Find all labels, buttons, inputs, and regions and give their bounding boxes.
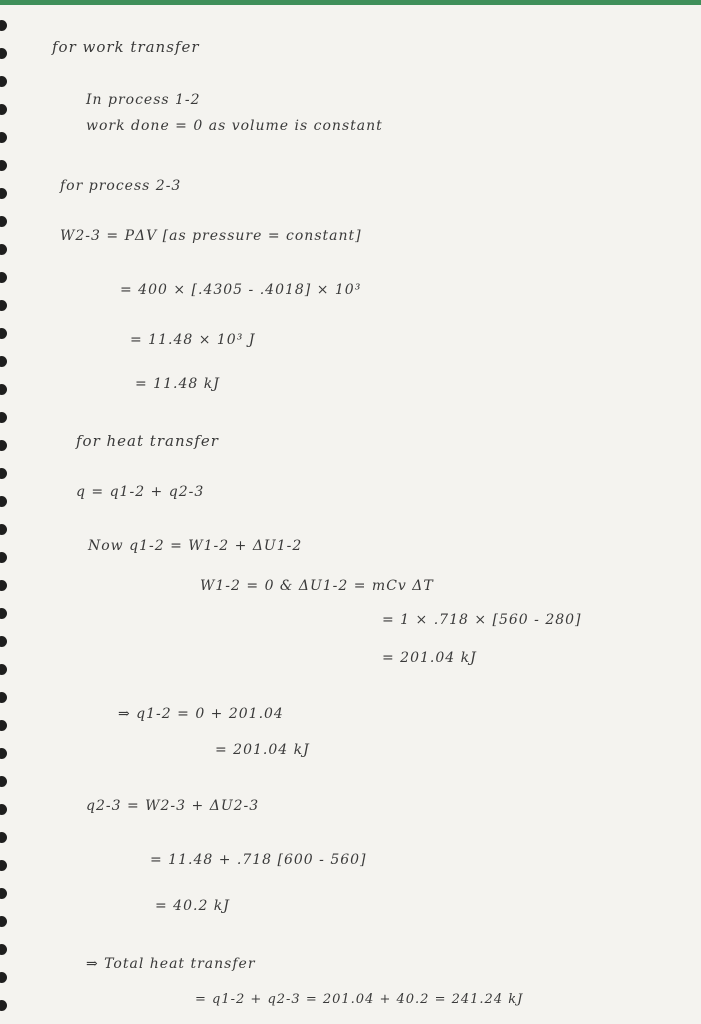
binding-hole bbox=[0, 804, 7, 815]
equation-du12-result: = 201.04 kJ bbox=[382, 650, 477, 666]
equation-q23-substitution: = 11.48 + .718 [600 - 560] bbox=[150, 852, 367, 868]
binding-hole bbox=[0, 972, 7, 983]
binding-hole bbox=[0, 524, 7, 535]
equation-w23: W2-3 = PΔV [as pressure = constant] bbox=[60, 228, 362, 244]
heading-heat-transfer: for heat transfer bbox=[76, 432, 219, 450]
equation-w23-substitution: = 400 × [.4305 - .4018] × 10³ bbox=[120, 282, 362, 298]
binding-hole bbox=[0, 216, 7, 227]
binding-hole bbox=[0, 328, 7, 339]
binding-hole bbox=[0, 412, 7, 423]
binding-hole bbox=[0, 636, 7, 647]
page-top-border bbox=[0, 0, 701, 5]
binding-hole bbox=[0, 384, 7, 395]
binding-hole bbox=[0, 244, 7, 255]
binding-hole bbox=[0, 944, 7, 955]
equation-w12-du12: W1-2 = 0 & ΔU1-2 = mCv ΔT bbox=[200, 578, 434, 594]
equation-w23-result-kj: = 11.48 kJ bbox=[135, 376, 220, 392]
binding-hole bbox=[0, 1000, 7, 1011]
binding-hole bbox=[0, 496, 7, 507]
binding-hole bbox=[0, 188, 7, 199]
heading-total-heat-transfer: ⇒ Total heat transfer bbox=[86, 956, 256, 972]
equation-q-sum: q = q1-2 + q2-3 bbox=[76, 484, 205, 500]
binding-hole bbox=[0, 664, 7, 675]
binding-hole bbox=[0, 356, 7, 367]
note-process-1-2: In process 1-2 bbox=[86, 92, 201, 108]
equation-q12-result: = 201.04 kJ bbox=[215, 742, 310, 758]
heading-work-transfer: for work transfer bbox=[52, 38, 200, 56]
binding-hole bbox=[0, 468, 7, 479]
binding-hole bbox=[0, 720, 7, 731]
note-work-done-zero: work done = 0 as volume is constant bbox=[86, 118, 383, 134]
binding-hole bbox=[0, 132, 7, 143]
binding-hole bbox=[0, 916, 7, 927]
binding-hole bbox=[0, 748, 7, 759]
equation-q23: q2-3 = W2-3 + ΔU2-3 bbox=[86, 798, 260, 814]
equation-du12-substitution: = 1 × .718 × [560 - 280] bbox=[382, 612, 582, 628]
equation-total-result: = q1-2 + q2-3 = 201.04 + 40.2 = 241.24 kJ bbox=[195, 992, 524, 1007]
binding-hole bbox=[0, 608, 7, 619]
binding-hole bbox=[0, 20, 7, 31]
binding-hole bbox=[0, 776, 7, 787]
binding-hole bbox=[0, 888, 7, 899]
binding-hole bbox=[0, 300, 7, 311]
equation-w23-result-j: = 11.48 × 10³ J bbox=[130, 332, 256, 348]
binding-hole bbox=[0, 104, 7, 115]
binding-hole bbox=[0, 580, 7, 591]
binding-hole bbox=[0, 552, 7, 563]
binding-hole bbox=[0, 76, 7, 87]
binding-hole bbox=[0, 48, 7, 59]
equation-q23-result: = 40.2 kJ bbox=[155, 898, 230, 914]
binding-hole bbox=[0, 832, 7, 843]
notebook-spiral-binding bbox=[0, 20, 14, 1024]
binding-hole bbox=[0, 860, 7, 871]
binding-hole bbox=[0, 160, 7, 171]
equation-q12-sum: ⇒ q1-2 = 0 + 201.04 bbox=[118, 706, 284, 722]
equation-q12: Now q1-2 = W1-2 + ΔU1-2 bbox=[88, 538, 303, 554]
binding-hole bbox=[0, 272, 7, 283]
note-process-2-3: for process 2-3 bbox=[60, 178, 182, 194]
binding-hole bbox=[0, 692, 7, 703]
binding-hole bbox=[0, 440, 7, 451]
